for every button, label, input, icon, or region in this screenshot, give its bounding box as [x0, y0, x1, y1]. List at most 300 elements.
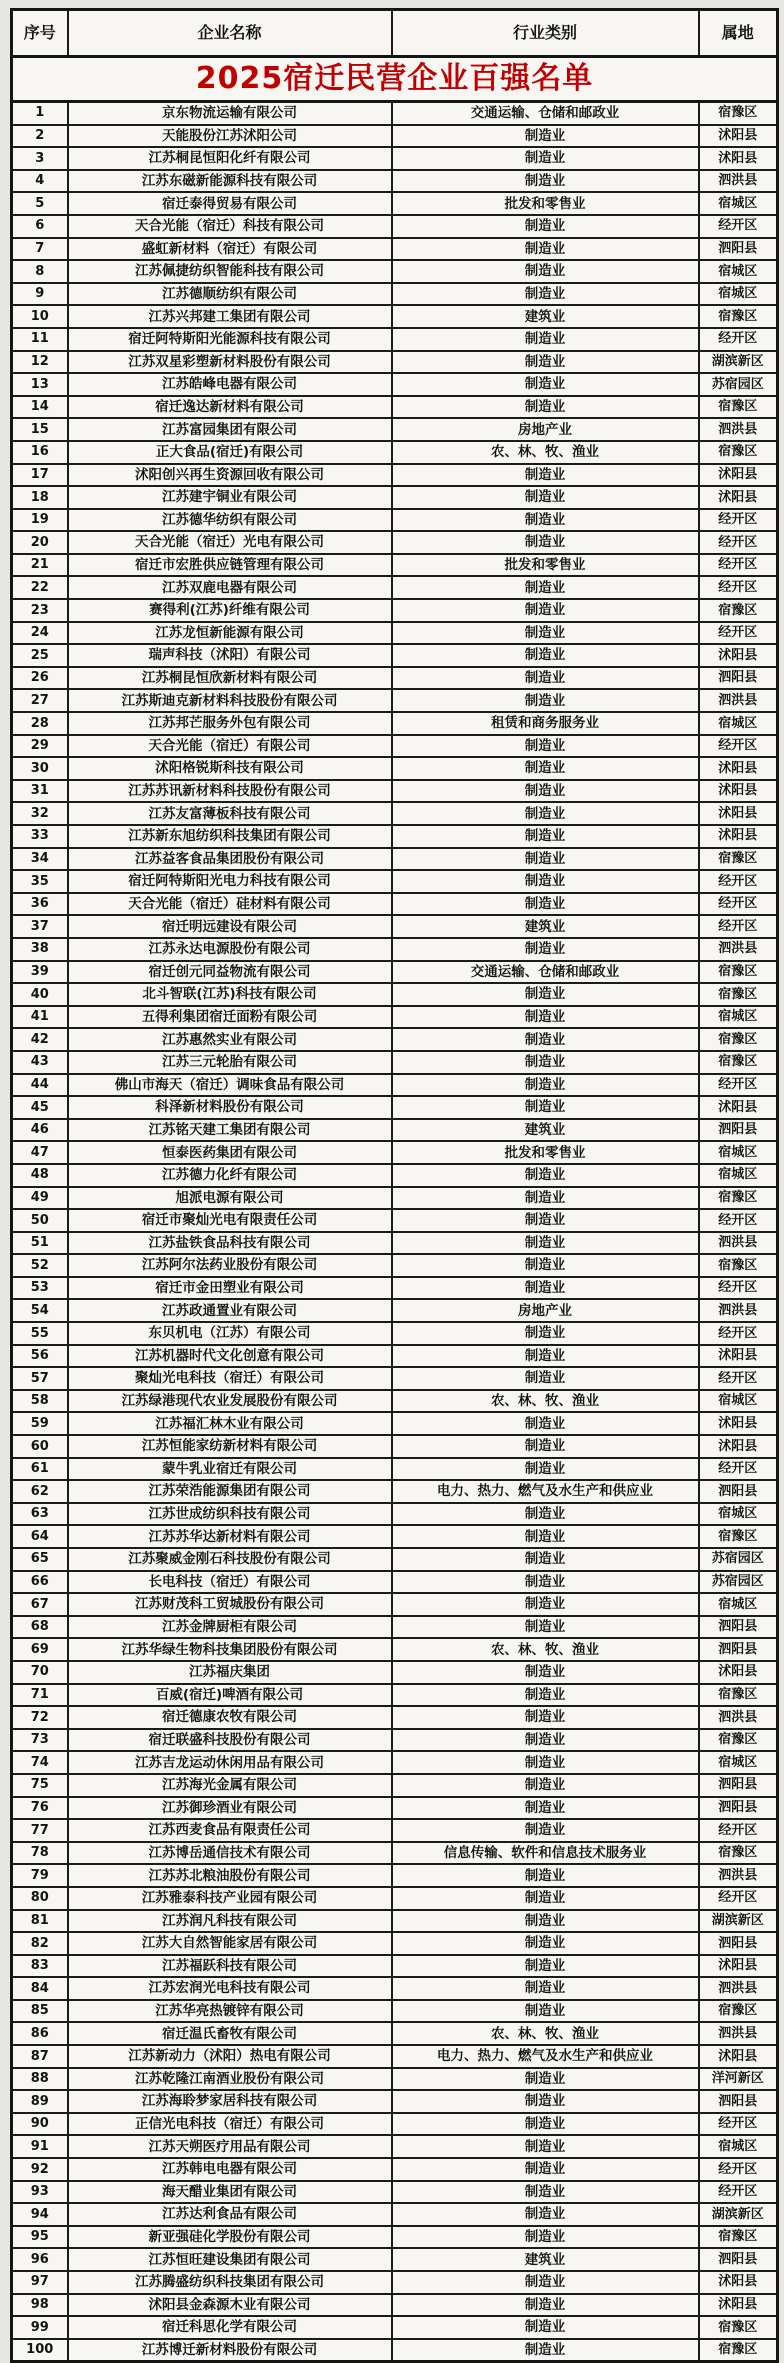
table-row	[12, 554, 778, 577]
region-cell: 宿豫区	[699, 1842, 778, 1865]
table-row	[12, 170, 778, 193]
region-cell: 泗洪县	[699, 1232, 778, 1255]
industry-cell: 制造业	[392, 1074, 699, 1097]
rank-cell: 18	[12, 486, 68, 509]
industry-cell: 制造业	[392, 1435, 699, 1458]
company-name-cell: 蒙牛乳业宿迁有限公司	[68, 1458, 392, 1481]
industry-cell: 制造业	[392, 2068, 699, 2091]
industry-cell: 交通运输、仓储和邮政业	[392, 961, 699, 984]
rank-cell: 34	[12, 848, 68, 871]
company-name-cell: 长电科技（宿迁）有限公司	[68, 1571, 392, 1594]
industry-cell: 批发和零售业	[392, 1141, 699, 1164]
industry-cell: 制造业	[392, 576, 699, 599]
rank-cell: 1	[12, 102, 68, 125]
company-name-cell: 江苏永达电源股份有限公司	[68, 938, 392, 961]
rank-cell: 19	[12, 509, 68, 532]
industry-cell: 制造业	[392, 938, 699, 961]
rank-cell: 96	[12, 2248, 68, 2271]
region-cell: 沭阳县	[699, 825, 778, 848]
region-cell: 宿城区	[699, 1751, 778, 1774]
company-name-cell: 江苏兴邦建工集团有限公司	[68, 305, 392, 328]
region-cell: 宿城区	[699, 1503, 778, 1526]
rank-cell: 91	[12, 2135, 68, 2158]
region-cell: 泗阳县	[699, 238, 778, 261]
company-name-cell: 江苏御珍酒业有限公司	[68, 1797, 392, 1820]
industry-cell: 农、林、牧、渔业	[392, 1390, 699, 1413]
company-name-cell: 江苏海聆梦家居科技有限公司	[68, 2090, 392, 2113]
industry-cell: 房地产业	[392, 1299, 699, 1322]
industry-cell: 农、林、牧、渔业	[392, 441, 699, 464]
rank-cell: 50	[12, 1209, 68, 1232]
rank-cell: 35	[12, 870, 68, 893]
table-row	[12, 689, 778, 712]
rank-cell: 40	[12, 983, 68, 1006]
table-row	[12, 983, 778, 1006]
table-row	[12, 1751, 778, 1774]
industry-cell: 制造业	[392, 1164, 699, 1187]
industry-cell: 制造业	[392, 2181, 699, 2204]
industry-cell: 制造业	[392, 802, 699, 825]
rank-cell: 81	[12, 1910, 68, 1933]
rank-cell: 14	[12, 396, 68, 419]
industry-cell: 制造业	[392, 1571, 699, 1594]
company-name-cell: 宿迁市金田塑业有限公司	[68, 1277, 392, 1300]
industry-cell: 制造业	[392, 328, 699, 351]
company-name-cell: 江苏友富薄板科技有限公司	[68, 802, 392, 825]
region-cell: 经开区	[699, 1367, 778, 1390]
company-name-cell: 江苏润凡科技有限公司	[68, 1910, 392, 1933]
region-cell: 泗阳县	[699, 1638, 778, 1661]
rank-cell: 61	[12, 1458, 68, 1481]
industry-cell: 制造业	[392, 689, 699, 712]
industry-cell: 制造业	[392, 599, 699, 622]
company-name-cell: 江苏金牌厨柜有限公司	[68, 1616, 392, 1639]
region-cell: 经开区	[699, 1458, 778, 1481]
region-cell: 宿豫区	[699, 2316, 778, 2339]
company-name-cell: 宿迁市聚灿光电有限责任公司	[68, 1209, 392, 1232]
company-name-cell: 江苏政通置业有限公司	[68, 1299, 392, 1322]
industry-cell: 信息传输、软件和信息技术服务业	[392, 1842, 699, 1865]
region-cell: 宿豫区	[699, 102, 778, 125]
rank-cell: 44	[12, 1074, 68, 1097]
table-row	[12, 2271, 778, 2294]
industry-cell: 制造业	[392, 2294, 699, 2317]
rank-cell: 30	[12, 757, 68, 780]
industry-cell: 制造业	[392, 1028, 699, 1051]
region-cell: 宿豫区	[699, 1729, 778, 1752]
region-cell: 沭阳县	[699, 802, 778, 825]
table-row	[12, 102, 778, 125]
company-name-cell: 江苏腾盛纺织科技集团有限公司	[68, 2271, 392, 2294]
industry-cell: 制造业	[392, 2113, 699, 2136]
region-cell: 泗洪县	[699, 2022, 778, 2045]
company-name-cell: 江苏佩捷纺织智能科技有限公司	[68, 260, 392, 283]
region-cell: 沭阳县	[699, 125, 778, 148]
region-cell: 沭阳县	[699, 147, 778, 170]
industry-cell: 制造业	[392, 1006, 699, 1029]
industry-cell: 农、林、牧、渔业	[392, 2022, 699, 2045]
industry-cell: 制造业	[392, 1910, 699, 1933]
industry-cell: 制造业	[392, 1548, 699, 1571]
rank-cell: 77	[12, 1819, 68, 1842]
company-name-cell: 江苏苏北粮油股份有限公司	[68, 1864, 392, 1887]
region-cell: 泗洪县	[699, 170, 778, 193]
rank-cell: 88	[12, 2068, 68, 2091]
region-cell: 沭阳县	[699, 464, 778, 487]
rank-cell: 87	[12, 2045, 68, 2068]
region-cell: 经开区	[699, 1887, 778, 1910]
table-row	[12, 2248, 778, 2271]
company-name-cell: 江苏华绿生物科技集团股份有限公司	[68, 1638, 392, 1661]
rank-cell: 6	[12, 215, 68, 238]
table-body	[12, 102, 778, 2362]
rank-cell: 12	[12, 351, 68, 374]
region-cell: 泗阳县	[699, 1616, 778, 1639]
table-row	[12, 870, 778, 893]
region-cell: 经开区	[699, 1209, 778, 1232]
region-cell: 经开区	[699, 1074, 778, 1097]
industry-cell: 制造业	[392, 735, 699, 758]
table-row	[12, 1593, 778, 1616]
table-row	[12, 1277, 778, 1300]
industry-cell: 制造业	[392, 667, 699, 690]
table-row	[12, 893, 778, 916]
table-row	[12, 328, 778, 351]
rank-cell: 56	[12, 1345, 68, 1368]
company-name-cell: 江苏韩电电器有限公司	[68, 2158, 392, 2181]
table-row	[12, 1187, 778, 1210]
industry-cell: 制造业	[392, 170, 699, 193]
company-name-cell: 江苏建宇铜业有限公司	[68, 486, 392, 509]
company-name-cell: 赛得利(江苏)纤维有限公司	[68, 599, 392, 622]
table-row	[12, 2000, 778, 2023]
page-title: 2025宿迁民营企业百强名单	[12, 57, 778, 102]
rank-cell: 69	[12, 1638, 68, 1661]
region-cell: 宿豫区	[699, 1051, 778, 1074]
company-name-cell: 江苏富园集团有限公司	[68, 418, 392, 441]
company-name-cell: 江苏乾隆江南酒业股份有限公司	[68, 2068, 392, 2091]
rank-cell: 33	[12, 825, 68, 848]
table-row	[12, 1299, 778, 1322]
industry-cell: 制造业	[392, 1345, 699, 1368]
table-row	[12, 1367, 778, 1390]
industry-cell: 制造业	[392, 1864, 699, 1887]
industry-cell: 农、林、牧、渔业	[392, 1638, 699, 1661]
company-name-cell: 宿迁逸达新材料有限公司	[68, 396, 392, 419]
table-row	[12, 2045, 778, 2068]
region-cell: 沭阳县	[699, 486, 778, 509]
industry-cell: 制造业	[392, 464, 699, 487]
table-row	[12, 1977, 778, 2000]
table-row	[12, 2203, 778, 2226]
company-name-cell: 天合光能（宿迁）光电有限公司	[68, 531, 392, 554]
rank-cell: 76	[12, 1797, 68, 1820]
table-row	[12, 1164, 778, 1187]
table-row	[12, 1028, 778, 1051]
table-row	[12, 1797, 778, 1820]
company-name-cell: 江苏荣浩能源集团有限公司	[68, 1480, 392, 1503]
table-row	[12, 938, 778, 961]
rank-cell: 100	[12, 2339, 68, 2362]
table-row	[12, 351, 778, 374]
rank-cell: 51	[12, 1232, 68, 1255]
rank-cell: 32	[12, 802, 68, 825]
table-row	[12, 1887, 778, 1910]
region-cell: 湖滨新区	[699, 1910, 778, 1933]
table-row	[12, 1390, 778, 1413]
company-name-cell: 江苏西麦食品有限责任公司	[68, 1819, 392, 1842]
rank-cell: 95	[12, 2226, 68, 2249]
rank-cell: 58	[12, 1390, 68, 1413]
company-name-cell: 宿迁泰得贸易有限公司	[68, 192, 392, 215]
table-row	[12, 1412, 778, 1435]
table-row	[12, 1074, 778, 1097]
region-cell: 湖滨新区	[699, 2203, 778, 2226]
table-row	[12, 215, 778, 238]
industry-cell: 电力、热力、燃气及水生产和供应业	[392, 1480, 699, 1503]
industry-cell: 制造业	[392, 1525, 699, 1548]
industry-cell: 制造业	[392, 486, 699, 509]
industry-cell: 制造业	[392, 1367, 699, 1390]
table-row	[12, 1548, 778, 1571]
region-cell: 宿豫区	[699, 441, 778, 464]
rank-cell: 75	[12, 1774, 68, 1797]
company-name-cell: 江苏苏讯新材料科技股份有限公司	[68, 780, 392, 803]
industry-cell: 制造业	[392, 1774, 699, 1797]
industry-cell: 制造业	[392, 1254, 699, 1277]
top100-table	[10, 8, 779, 2363]
industry-cell: 电力、热力、燃气及水生产和供应业	[392, 2045, 699, 2068]
industry-cell: 制造业	[392, 1955, 699, 1978]
company-name-cell: 宿迁温氏畜牧有限公司	[68, 2022, 392, 2045]
table-row	[12, 1051, 778, 1074]
company-name-cell: 江苏华亮热镀锌有限公司	[68, 2000, 392, 2023]
rank-cell: 47	[12, 1141, 68, 1164]
rank-cell: 93	[12, 2181, 68, 2204]
company-name-cell: 宿迁市宏胜供应链管理有限公司	[68, 554, 392, 577]
table-row	[12, 1480, 778, 1503]
industry-cell: 制造业	[392, 1751, 699, 1774]
table-row	[12, 1503, 778, 1526]
industry-cell: 房地产业	[392, 418, 699, 441]
industry-cell: 制造业	[392, 531, 699, 554]
rank-cell: 8	[12, 260, 68, 283]
company-name-cell: 正信光电科技（宿迁）有限公司	[68, 2113, 392, 2136]
company-name-cell: 江苏盐铁食品科技有限公司	[68, 1232, 392, 1255]
table-row	[12, 576, 778, 599]
company-name-cell: 京东物流运输有限公司	[68, 102, 392, 125]
rank-cell: 43	[12, 1051, 68, 1074]
rank-cell: 65	[12, 1548, 68, 1571]
region-cell: 泗阳县	[699, 1797, 778, 1820]
rank-cell: 48	[12, 1164, 68, 1187]
region-cell: 经开区	[699, 915, 778, 938]
rank-cell: 22	[12, 576, 68, 599]
rank-cell: 63	[12, 1503, 68, 1526]
industry-cell: 制造业	[392, 1729, 699, 1752]
region-cell: 泗阳县	[699, 2248, 778, 2271]
company-name-cell: 天合光能（宿迁）有限公司	[68, 735, 392, 758]
table-row	[12, 825, 778, 848]
region-cell: 沭阳县	[699, 2271, 778, 2294]
region-cell: 经开区	[699, 735, 778, 758]
table-row	[12, 441, 778, 464]
company-name-cell: 佛山市海天（宿迁）调味食品有限公司	[68, 1074, 392, 1097]
region-cell: 宿城区	[699, 1141, 778, 1164]
rank-cell: 17	[12, 464, 68, 487]
company-name-cell: 江苏斯迪克新材料科技股份有限公司	[68, 689, 392, 712]
rank-cell: 20	[12, 531, 68, 554]
region-cell: 宿城区	[699, 712, 778, 735]
table-row	[12, 1842, 778, 1865]
rank-cell: 84	[12, 1977, 68, 2000]
table-row	[12, 260, 778, 283]
table-row	[12, 1119, 778, 1142]
rank-cell: 85	[12, 2000, 68, 2023]
region-cell: 泗洪县	[699, 1977, 778, 2000]
table-row	[12, 396, 778, 419]
region-cell: 苏宿园区	[699, 1548, 778, 1571]
industry-cell: 制造业	[392, 825, 699, 848]
company-name-cell: 江苏福庆集团	[68, 1661, 392, 1684]
table-row	[12, 1684, 778, 1707]
region-cell: 洋河新区	[699, 2068, 778, 2091]
region-cell: 宿豫区	[699, 961, 778, 984]
table-row	[12, 1774, 778, 1797]
table-row	[12, 2113, 778, 2136]
company-name-cell: 江苏博岳通信技术有限公司	[68, 1842, 392, 1865]
region-cell: 宿豫区	[699, 1525, 778, 1548]
table-row	[12, 464, 778, 487]
industry-cell: 制造业	[392, 2316, 699, 2339]
industry-cell: 建筑业	[392, 2248, 699, 2271]
title-row	[12, 57, 778, 102]
company-name-cell: 恒泰医药集团有限公司	[68, 1141, 392, 1164]
region-cell: 经开区	[699, 531, 778, 554]
rank-cell: 86	[12, 2022, 68, 2045]
company-name-cell: 江苏阿尔法药业股份有限公司	[68, 1254, 392, 1277]
company-name-cell: 东贝机电（江苏）有限公司	[68, 1322, 392, 1345]
company-name-cell: 江苏世成纺织科技有限公司	[68, 1503, 392, 1526]
rank-cell: 21	[12, 554, 68, 577]
industry-cell: 制造业	[392, 283, 699, 306]
region-cell: 经开区	[699, 622, 778, 645]
rank-cell: 60	[12, 1435, 68, 1458]
company-name-cell: 宿迁德康农牧有限公司	[68, 1706, 392, 1729]
company-name-cell: 宿迁阿特斯阳光电力科技有限公司	[68, 870, 392, 893]
company-name-cell: 盛虹新材料（宿迁）有限公司	[68, 238, 392, 261]
industry-cell: 批发和零售业	[392, 192, 699, 215]
company-name-cell: 江苏东磁新能源科技有限公司	[68, 170, 392, 193]
region-cell: 宿城区	[699, 260, 778, 283]
rank-cell: 71	[12, 1684, 68, 1707]
scanned-document-sheet	[10, 8, 776, 2363]
industry-cell: 制造业	[392, 238, 699, 261]
rank-cell: 67	[12, 1593, 68, 1616]
rank-cell: 39	[12, 961, 68, 984]
rank-cell: 92	[12, 2158, 68, 2181]
company-name-cell: 江苏新动力（沭阳）热电有限公司	[68, 2045, 392, 2068]
region-cell: 沭阳县	[699, 1661, 778, 1684]
rank-cell: 25	[12, 644, 68, 667]
table-row	[12, 1322, 778, 1345]
region-cell: 宿城区	[699, 1164, 778, 1187]
company-name-cell: 江苏雅泰科技产业园有限公司	[68, 1887, 392, 1910]
region-cell: 宿豫区	[699, 1254, 778, 1277]
company-name-cell: 江苏宏润光电科技有限公司	[68, 1977, 392, 2000]
region-cell: 泗洪县	[699, 938, 778, 961]
table-row	[12, 1955, 778, 1978]
industry-cell: 制造业	[392, 780, 699, 803]
rank-cell: 38	[12, 938, 68, 961]
table-row	[12, 305, 778, 328]
table-row	[12, 599, 778, 622]
region-cell: 宿城区	[699, 1006, 778, 1029]
region-cell: 宿豫区	[699, 305, 778, 328]
industry-cell: 制造业	[392, 1887, 699, 1910]
rank-cell: 94	[12, 2203, 68, 2226]
region-cell: 泗洪县	[699, 418, 778, 441]
table-row	[12, 2181, 778, 2204]
company-name-cell: 天合光能（宿迁）硅材料有限公司	[68, 893, 392, 916]
industry-cell: 制造业	[392, 1412, 699, 1435]
industry-cell: 制造业	[392, 1232, 699, 1255]
industry-cell: 建筑业	[392, 915, 699, 938]
table-row	[12, 1232, 778, 1255]
table-row	[12, 1661, 778, 1684]
company-name-cell: 宿迁科思化学有限公司	[68, 2316, 392, 2339]
company-name-cell: 江苏达利食品有限公司	[68, 2203, 392, 2226]
company-name-cell: 江苏福汇林木业有限公司	[68, 1412, 392, 1435]
company-name-cell: 江苏德华纺织有限公司	[68, 509, 392, 532]
table-row	[12, 1209, 778, 1232]
rank-cell: 49	[12, 1187, 68, 1210]
industry-cell: 制造业	[392, 644, 699, 667]
rank-cell: 53	[12, 1277, 68, 1300]
rank-cell: 99	[12, 2316, 68, 2339]
region-cell: 宿豫区	[699, 2226, 778, 2249]
table-row	[12, 1571, 778, 1594]
company-name-cell: 聚灿光电科技（宿迁）有限公司	[68, 1367, 392, 1390]
region-cell: 泗洪县	[699, 1864, 778, 1887]
rank-cell: 90	[12, 2113, 68, 2136]
region-cell: 沭阳县	[699, 1096, 778, 1119]
region-cell: 湖滨新区	[699, 351, 778, 374]
column-header-region: 属地	[699, 10, 778, 57]
rank-cell: 52	[12, 1254, 68, 1277]
region-cell: 沭阳县	[699, 644, 778, 667]
rank-cell: 97	[12, 2271, 68, 2294]
table-row	[12, 1254, 778, 1277]
rank-cell: 54	[12, 1299, 68, 1322]
company-name-cell: 百威(宿迁)啤酒有限公司	[68, 1684, 392, 1707]
rank-cell: 41	[12, 1006, 68, 1029]
company-name-cell: 江苏海光金属有限公司	[68, 1774, 392, 1797]
region-cell: 宿豫区	[699, 1028, 778, 1051]
table-row	[12, 486, 778, 509]
rank-cell: 55	[12, 1322, 68, 1345]
table-row	[12, 622, 778, 645]
company-name-cell: 江苏皓峰电器有限公司	[68, 373, 392, 396]
rank-cell: 16	[12, 441, 68, 464]
rank-cell: 7	[12, 238, 68, 261]
industry-cell: 制造业	[392, 1661, 699, 1684]
region-cell: 泗阳县	[699, 1932, 778, 1955]
company-name-cell: 科泽新材料股份有限公司	[68, 1096, 392, 1119]
industry-cell: 制造业	[392, 1977, 699, 2000]
table-row	[12, 1435, 778, 1458]
company-name-cell: 宿迁阿特斯阳光能源科技有限公司	[68, 328, 392, 351]
